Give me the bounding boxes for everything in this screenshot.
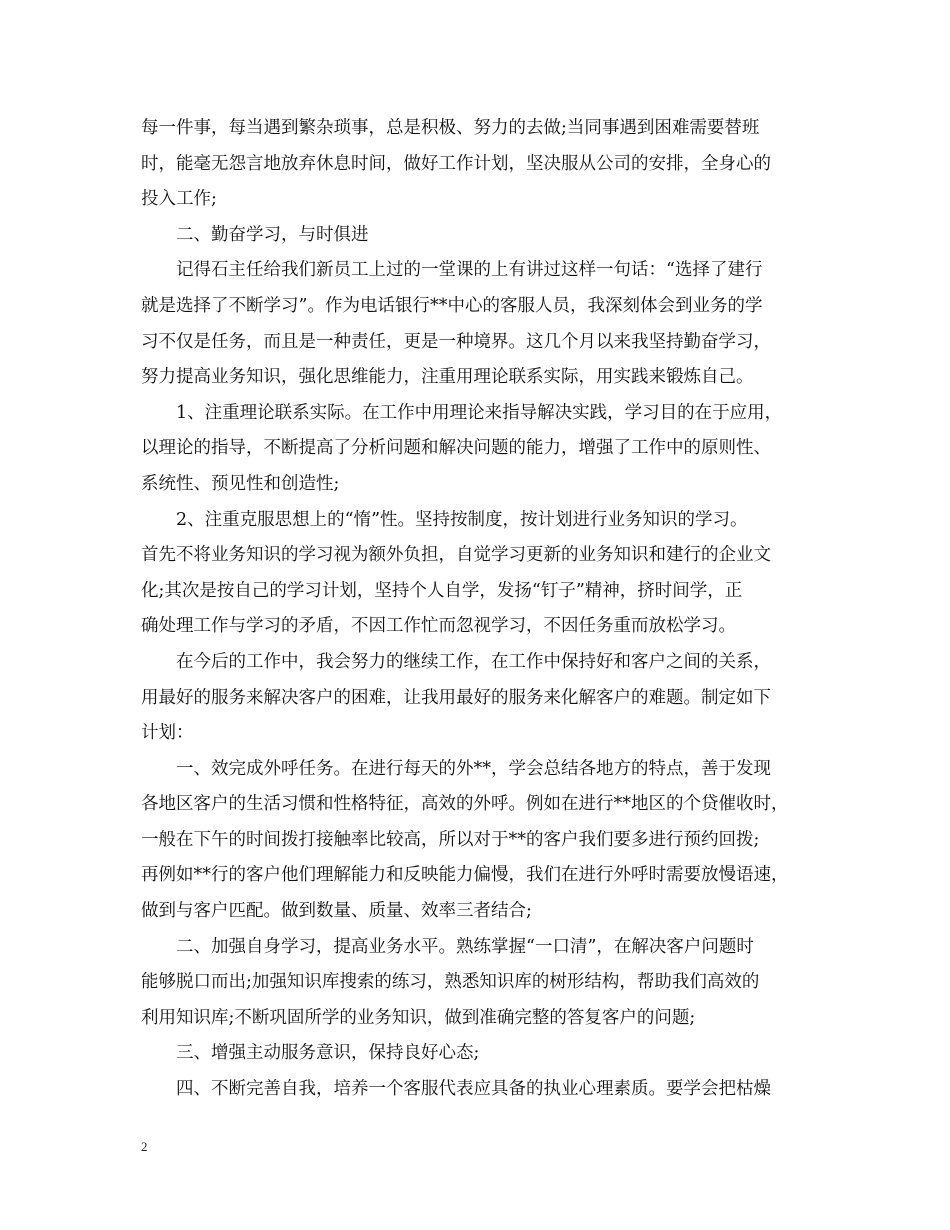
paragraph-line: 用最好的服务来解决客户的困难，让我用最好的服务来化解客户的难题。制定如下	[141, 687, 771, 708]
paragraph-first-line: 一、效完成外呼任务。在进行每天的外**，学会总结各地方的特点，善于发现	[176, 758, 771, 779]
paragraph-line: 能够脱口而出;加强知识库搜索的练习，熟悉知识库的树形结构，帮助我们高效的	[141, 972, 760, 993]
paragraph-first-line: 在今后的工作中，我会努力的继续工作，在工作中保持好和客户之间的关系，	[176, 651, 771, 672]
paragraph-line: 每一件事，每当遇到繁杂琐事，总是积极、努力的去做;当同事遇到困难需要替班	[141, 118, 760, 138]
paragraph-line: 计划：	[141, 723, 194, 744]
paragraph-line: 首先不将业务知识的学习视为额外负担，自觉学习更新的业务知识和建行的企业文	[141, 545, 771, 566]
paragraph-line: 做到与客户匹配。做到数量、质量、效率三者结合;	[141, 901, 532, 922]
paragraph-line: 各地区客户的生活习惯和性格特征，高效的外呼。例如在进行**地区的个贷催收时，	[141, 794, 789, 815]
paragraph-line: 一般在下午的时间拨打接触率比较高，所以对于**的客户我们要多进行预约回拨;	[141, 829, 760, 850]
paragraph-line: 习不仅是任务，而且是一种责任，更是一种境界。这几个月以来我坚持勤奋学习，	[141, 331, 771, 352]
document-body	[141, 111, 821, 1108]
paragraph-line: 确处理工作与学习的矛盾，不因工作忙而忽视学习，不因任务重而放松学习。	[141, 616, 736, 637]
paragraph-first-line: 记得石主任给我们新员工上过的一堂课的上有讲过这样一句话：“选择了建行	[176, 260, 763, 281]
paragraph-line: 利用知识库;不断巩固所学的业务知识，做到准确完整的答复客户的问题;	[141, 1007, 696, 1028]
paragraph-line: 再例如**行的客户他们理解能力和反映能力偏慢，我们在进行外呼时需要放慢语速，	[141, 865, 789, 886]
paragraph-line: 时，能毫无怨言地放弃休息时间，做好工作计划，坚决服从公司的安排，全身心的	[141, 153, 771, 174]
paragraph-first-line: 1、注重理论联系实际。在工作中用理论来指导解决实践，学习目的在于应用，	[176, 402, 783, 423]
paragraph-line: 化;其次是按自己的学习计划，坚持个人自学，发扬“钉子”精神，挤时间学，正	[141, 580, 743, 601]
paragraph-line: 努力提高业务知识，强化思维能力，注重用理论联系实际，用实践来锻炼自己。	[141, 367, 754, 388]
paragraph-first-line: 2、注重克服思想上的“惰”性。坚持按制度，按计划进行业务知识的学习。	[176, 509, 748, 530]
paragraph-first-line: 二、勤奋学习，与时俱进	[176, 224, 369, 245]
paragraph-first-line: 三、增强主动服务意识，保持良好心态;	[176, 1043, 480, 1064]
paragraph-line: 就是选择了不断学习”。作为电话银行**中心的客服人员，我深刻体会到业务的学	[141, 295, 763, 316]
paragraph-line: 系统性、预见性和创造性;	[141, 473, 340, 494]
paragraph-line: 投入工作;	[141, 189, 217, 210]
paragraph-line: 以理论的指导，不断提高了分析问题和解决问题的能力，增强了工作中的原则性、	[141, 438, 771, 459]
page-number: 2	[141, 1139, 148, 1154]
paragraph-first-line: 四、不断完善自我，培养一个客服代表应具备的执业心理素质。要学会把枯燥	[176, 1079, 771, 1100]
paragraph-first-line: 二、加强自身学习，提高业务水平。熟练掌握“一口清”，在解决客户问题时	[176, 936, 754, 957]
